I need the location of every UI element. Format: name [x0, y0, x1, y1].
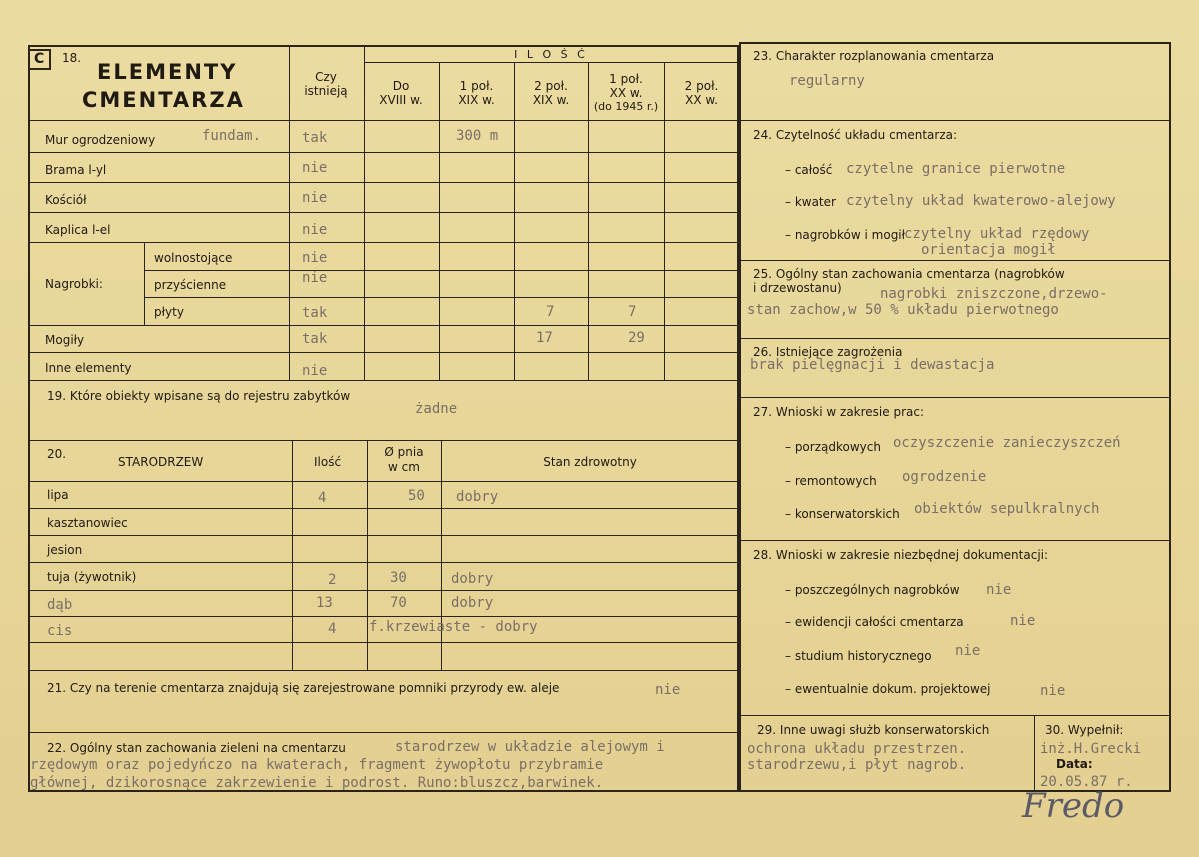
row-exists-kaplica: nie: [302, 222, 328, 238]
nagrobki-sub-line: [144, 242, 145, 325]
header-col4-b: XX w.: [609, 86, 643, 100]
section-28-d2-value: nie: [1010, 613, 1036, 629]
section-28-d3-label: – studium historycznego: [785, 649, 932, 663]
row-plyty-q4: 7: [628, 304, 637, 320]
row-label-kosciol: Kościół: [45, 193, 87, 207]
section-25-value2: stan zachow,w 50 % układu pierwotnego: [747, 302, 1059, 318]
col-line: [364, 45, 365, 380]
row-label-inne: Inne elementy: [45, 361, 132, 375]
header-col3-b: XIX w.: [532, 93, 570, 107]
row-line: [28, 242, 739, 243]
signature: Fredo: [1022, 786, 1125, 826]
row-line: [28, 182, 739, 183]
tree-dia-4: 70: [390, 595, 407, 611]
section-30-value: inż.H.Grecki: [1040, 741, 1142, 757]
col-line: [514, 62, 515, 380]
header-col5-a: 2 poł.: [684, 79, 719, 93]
section-20-header-ilosc: Ilość: [314, 455, 342, 469]
row-mur-q2: 300 m: [456, 128, 499, 144]
section-24-calosc-value: czytelne granice pierwotne: [846, 161, 1066, 177]
corner-letter-box: [28, 49, 51, 70]
section-20-number: 20.: [47, 447, 67, 461]
header-col4-c: (do 1945 r.): [593, 100, 659, 113]
section-26-bottom: [739, 397, 1171, 398]
row-label-brama: Brama l-yl: [45, 163, 107, 177]
table18-bottom: [28, 380, 739, 381]
section-20-header-wcm: w cm: [388, 460, 420, 474]
section-29-value1: ochrona układu przestrzen.: [747, 741, 967, 757]
s20-row-line: [28, 616, 739, 617]
section-19-value: żadne: [415, 401, 458, 417]
row-label-nagrobki: Nagrobki:: [45, 277, 103, 291]
section-29-value2: starodrzewu,i płyt nagrob.: [747, 757, 967, 773]
section-28-label: 28. Wnioski w zakresie niezbędnej dokumentacji:: [753, 548, 1049, 562]
s20-col-line: [441, 440, 442, 670]
section-22-line3: głównej, dzikorosnące zakrzewienie i podrost. Runo:bluszcz,barwinek.: [30, 775, 604, 791]
section-20-header-stan: Stan zdrowotny: [543, 455, 637, 469]
row-line: [144, 270, 739, 271]
row-exists-inne: nie: [302, 363, 328, 379]
tree-state-5: f.krzewiaste - dobry: [369, 619, 538, 635]
row-mogily-q3: 17: [536, 330, 553, 346]
row-exists-kosciol: nie: [302, 190, 328, 206]
row-label-mogily: Mogiły: [45, 333, 85, 347]
tree-name-0: lipa: [47, 488, 69, 502]
row-exists-przyscienne: nie: [302, 270, 328, 286]
header-col3-a: 2 poł.: [534, 79, 568, 93]
s20-row-line: [28, 562, 739, 563]
section-19-bottom: [28, 440, 739, 441]
col-line: [664, 62, 665, 380]
row-exists-wolnostojace: nie: [302, 250, 328, 266]
tree-state-3: dobry: [451, 571, 494, 587]
section-18-number: 18.: [62, 51, 82, 65]
tree-state-0: dobry: [456, 489, 499, 505]
tree-state-4: dobry: [451, 595, 494, 611]
row-plyty-q3: 7: [546, 304, 555, 320]
section-29-label: 29. Inne uwagi służb konserwatorskich: [757, 723, 990, 737]
s20-col-line: [292, 440, 293, 670]
section-27-p1-value: oczyszczenie zanieczyszczeń: [893, 435, 1121, 451]
section-23-value: regularny: [789, 73, 865, 89]
section-27-p2-label: – remontowych: [785, 474, 877, 488]
section-24-nagrob-value1: czytelny układ rzędowy: [904, 226, 1090, 242]
row-exists-plyty: tak: [302, 305, 328, 321]
section-27-p3-label: – konserwatorskich: [785, 507, 900, 521]
row-label-mur: Mur ogrodzeniowy: [45, 133, 156, 147]
tree-name-2: jesion: [47, 543, 83, 557]
section-20-title: STARODRZEW: [118, 455, 204, 469]
section-21-bottom: [28, 732, 739, 733]
tree-qty-0: 4: [318, 490, 327, 506]
section-24-nagrob-label: – nagrobków i mogił: [785, 228, 906, 242]
section-18-title-line2: CMENTARZA: [82, 88, 245, 112]
section-28-bottom: [739, 715, 1171, 716]
corner-letter: C: [34, 51, 45, 67]
header-col4-a: 1 poł.: [609, 72, 643, 86]
section-25-value1: nagrobki zniszczone,drzewo-: [880, 286, 1108, 302]
row-label-plyty: płyty: [154, 305, 184, 319]
section-27-p2-value: ogrodzenie: [902, 469, 987, 485]
row-mogily-q4: 29: [628, 330, 645, 346]
header-czy: Czy: [315, 70, 337, 84]
row-exists-mur: tak: [302, 130, 328, 146]
tree-dia-3: 30: [390, 570, 407, 586]
section-21-label: 21. Czy na terenie cmentarza znajdują się zarejestrowane pomniki przyrody ew. aleje: [47, 681, 560, 695]
section-30-date-value: 20.05.87 r.: [1040, 774, 1133, 790]
section-25-bottom: [739, 338, 1171, 339]
section-30-label: 30. Wypełnił:: [1045, 723, 1124, 737]
section-30-date-label: Data:: [1056, 757, 1093, 771]
section-22-line2: rzędowym oraz pojedyńczo na kwaterach, fragment żywopłotu przybramie: [30, 757, 604, 773]
section-22-line1: starodrzew w układzie alejowym i: [395, 739, 665, 755]
section-28-d4-label: – ewentualnie dokum. projektowej: [785, 682, 991, 696]
tree-qty-5: 4: [328, 621, 337, 637]
header-istnieja: istnieją: [304, 84, 348, 98]
section-25-label1: 25. Ogólny stan zachowania cmentarza (nagrobków: [753, 267, 1065, 281]
col-line: [289, 45, 290, 380]
row-note-mur: fundam.: [202, 128, 262, 144]
header-col5-b: XX w.: [685, 93, 718, 107]
section-26-value: brak pielęgnacji i dewastacja: [750, 357, 995, 373]
tree-name-1: kasztanowiec: [47, 516, 128, 530]
section-24-label: 24. Czytelność układu cmentarza:: [753, 128, 958, 142]
section-27-bottom: [739, 540, 1171, 541]
section-23-label: 23. Charakter rozplanowania cmentarza: [753, 49, 995, 63]
table18-header-bottom: [28, 120, 739, 121]
header-ilosc: I L O Ś Ć: [514, 48, 588, 61]
row-line: [28, 212, 739, 213]
section-20-bottom: [28, 670, 739, 671]
header-col2-a: 1 poł.: [459, 79, 494, 93]
section-20-header-pnia: Ø pnia: [384, 445, 424, 459]
header-col2-b: XIX w.: [458, 93, 495, 107]
tree-dia-0: 50: [408, 488, 425, 504]
section-22-label: 22. Ogólny stan zachowania zieleni na cmentarzu: [47, 741, 346, 755]
section-18-title-line1: ELEMENTY: [97, 60, 238, 84]
tree-qty-3: 2: [328, 572, 337, 588]
tree-qty-4: 13: [316, 595, 333, 611]
col-line: [439, 62, 440, 380]
section-27-p3-value: obiektów sepulkralnych: [914, 501, 1100, 517]
section-23-bottom: [739, 120, 1171, 121]
section-29-30-divider: [1034, 715, 1035, 792]
section-27-label: 27. Wnioski w zakresie prac:: [753, 405, 925, 419]
s20-row-line: [28, 590, 739, 591]
row-label-wolnostojace: wolnostojące: [154, 251, 233, 265]
section-28-d2-label: – ewidencji całości cmentarza: [785, 615, 964, 629]
section-27-p1-label: – porządkowych: [785, 440, 881, 454]
s20-row-line: [28, 508, 739, 509]
header-col1-b: XVIII w.: [379, 93, 423, 107]
row-label-przyscienne: przyścienne: [154, 278, 227, 292]
tree-name-4: dąb: [47, 597, 73, 613]
section-24-calosc-label: – całość: [785, 163, 833, 177]
section-24-kwater-label: – kwater: [785, 195, 836, 209]
row-exists-brama: nie: [302, 160, 328, 176]
section-28-d3-value: nie: [955, 643, 981, 659]
section-24-nagrob-value2: orientacja mogił: [921, 242, 1056, 258]
s20-row-line: [28, 642, 739, 643]
section-24-kwater-value: czytelny układ kwaterowo-alejowy: [846, 193, 1116, 209]
ilosc-divider: [364, 62, 739, 63]
row-line: [28, 352, 739, 353]
header-col1-a: Do: [392, 79, 410, 93]
section-28-d1-value: nie: [986, 582, 1012, 598]
section-28-d1-label: – poszczególnych nagrobków: [785, 583, 960, 597]
section-19-label: 19. Które obiekty wpisane są do rejestru zabytków: [47, 389, 351, 403]
col-line: [588, 62, 589, 380]
section-21-value: nie: [655, 682, 681, 698]
row-exists-mogily: tak: [302, 331, 328, 347]
s20-row-line: [28, 535, 739, 536]
section-26-label: 26. Istniejące zagrożenia: [753, 345, 903, 359]
row-line: [28, 325, 739, 326]
row-label-kaplica: Kaplica l-el: [45, 223, 111, 237]
section-25-label2: i drzewostanu): [753, 281, 842, 295]
s20-col-line: [367, 440, 368, 670]
section-24-bottom: [739, 260, 1171, 261]
section-20-header-bottom: [28, 481, 739, 482]
row-line: [144, 297, 739, 298]
tree-name-5: cis: [47, 623, 73, 639]
tree-name-3: tuja (żywotnik): [47, 570, 137, 584]
section-28-d4-value: nie: [1040, 683, 1066, 699]
left-form-frame: [28, 45, 739, 792]
row-line: [28, 152, 739, 153]
